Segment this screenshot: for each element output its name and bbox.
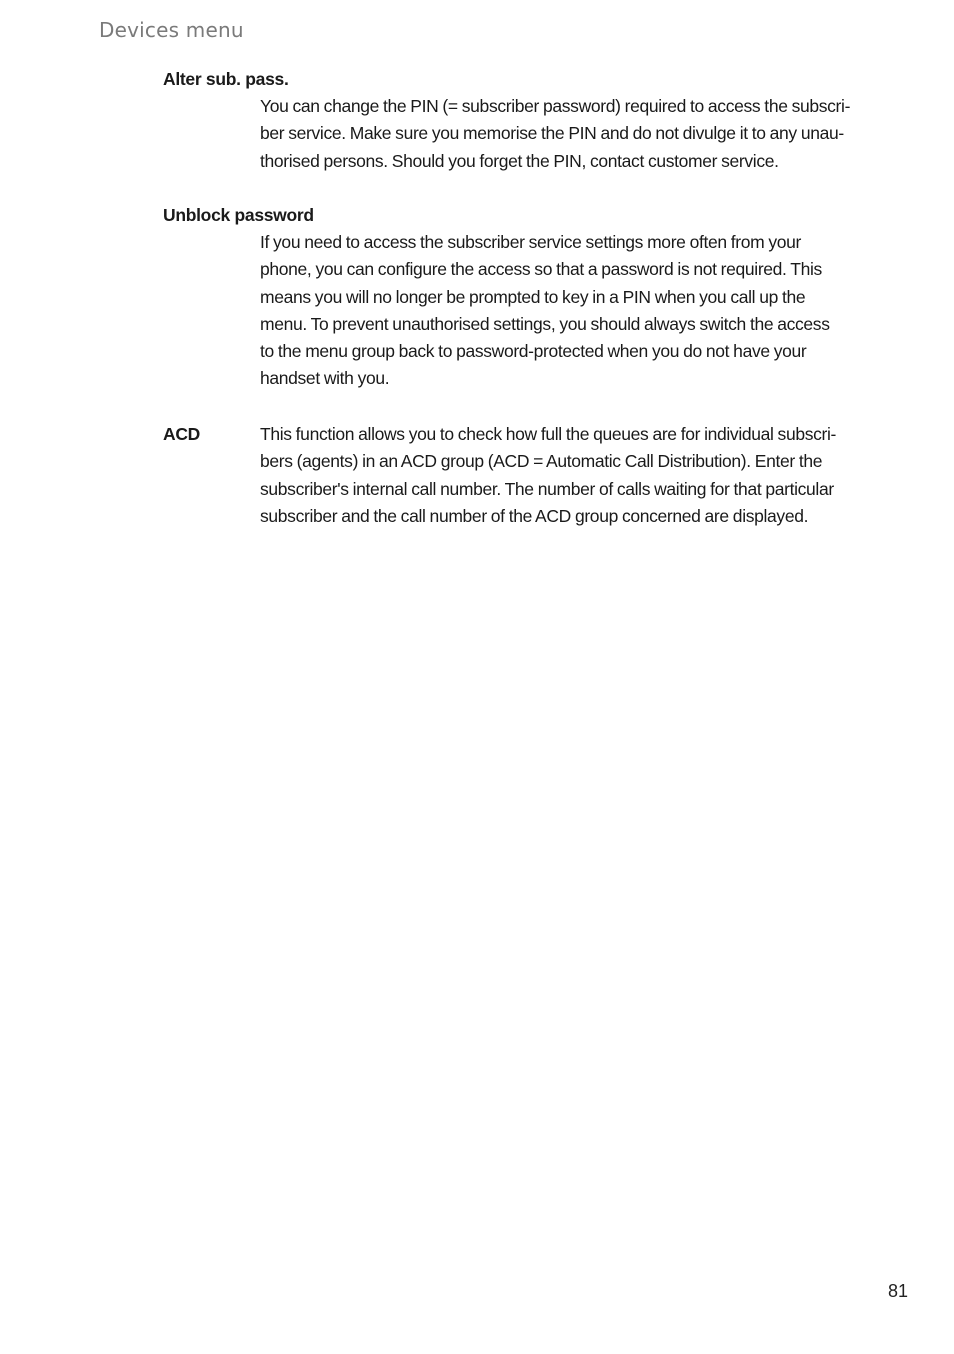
entry-acd [163,421,883,530]
page-number: 81 [887,1281,908,1301]
entry-alter-sub-pass [163,66,883,175]
desc-line: This function allows you to check how full the queues are for individual subscri- [260,424,837,444]
entry-description [260,421,888,530]
desc-line: thorised persons. Should you forget the PIN, contact customer service. [260,150,779,171]
entry-unblock-password [163,202,883,393]
desc-line: If you need to access the subscriber service settings more often from your [260,232,802,252]
entry-term: Unblock password [163,205,314,225]
desc-line: bers (agents) in an ACD group (ACD = Automatic Call Distribution). Enter the [260,451,823,472]
desc-line: menu. To prevent unauthorised settings, you should always switch the access [260,313,830,334]
running-header: Devices menu [99,18,244,42]
desc-line: subscriber's internal call number. The number of calls waiting for that particular [260,478,834,499]
entry-description [260,93,888,175]
desc-line: phone, you can configure the access so that a password is not required. This [260,259,822,280]
entry-term: ACD [163,424,201,444]
desc-line: to the menu group back to password-protected when you do not have your [260,341,807,362]
desc-line: subscriber and the call number of the ACD group concerned are displayed. [260,505,809,526]
entry-term: Alter sub. pass. [163,69,289,89]
desc-line: ber service. Make sure you memorise the PIN and do not divulge it to any unau- [260,123,844,144]
entry-description [260,229,888,393]
desc-line: means you will no longer be prompted to key in a PIN when you call up the [260,286,806,307]
desc-line: handset with you. [260,368,390,389]
desc-line: You can change the PIN (= subscriber password) required to access the subscri- [260,96,851,116]
